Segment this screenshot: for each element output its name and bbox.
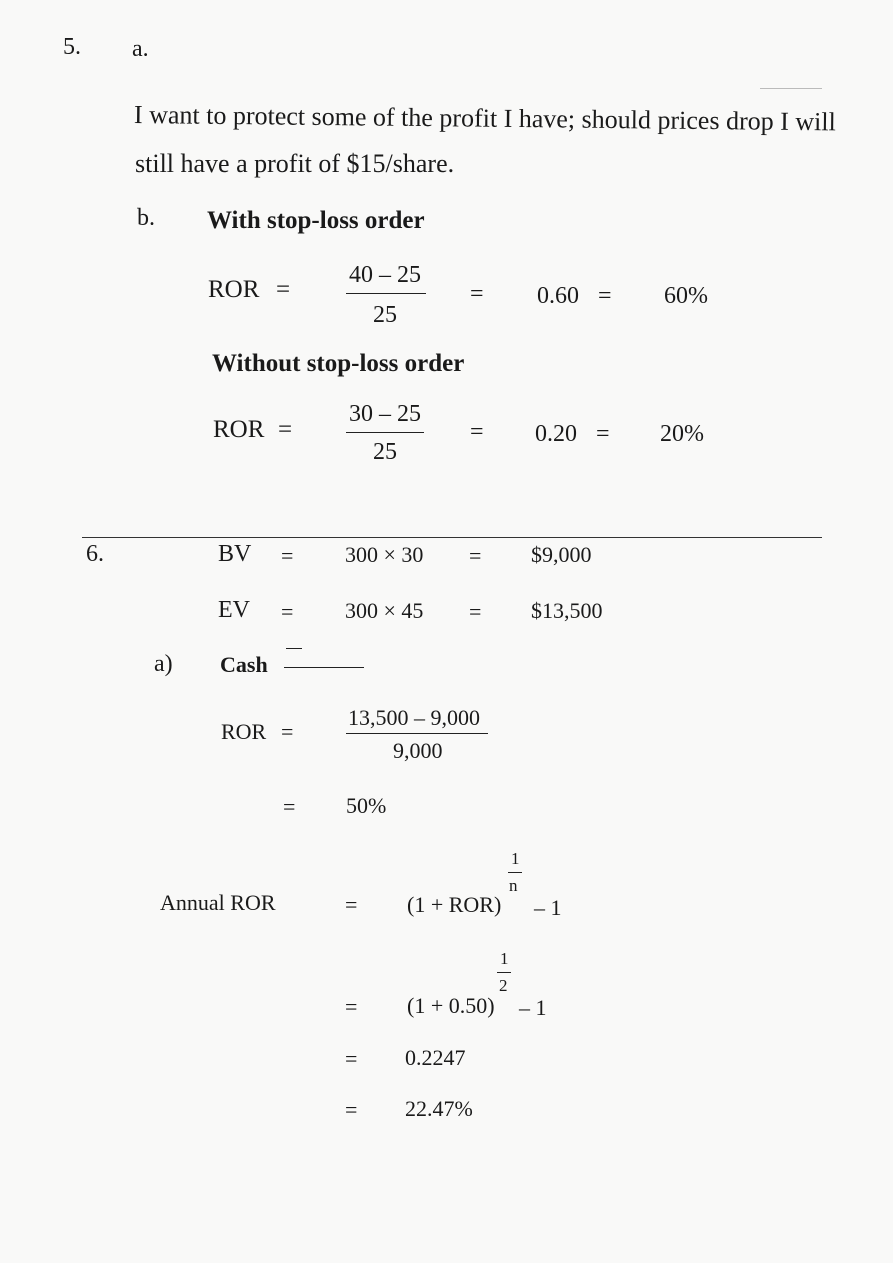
without-fraction-bar: [346, 432, 424, 433]
without-eq3: =: [596, 421, 610, 447]
q5a-text-line1: I want to protect some of the profit I have; should prices drop I will: [133, 100, 836, 137]
annual-percent: 22.47%: [405, 1096, 473, 1121]
without-eq1: =: [278, 416, 293, 443]
section-divider: [82, 537, 822, 538]
with-numerator: 40 – 25: [349, 262, 421, 288]
annual-eq3: =: [345, 1046, 358, 1071]
cash-eq1: =: [281, 719, 294, 744]
annual-exp-bar: [508, 872, 522, 873]
q5-number: 5.: [63, 34, 81, 60]
ev-label: EV: [218, 597, 250, 623]
ev-value: $13,500: [531, 598, 603, 623]
cash-ror-result: 50%: [346, 793, 387, 818]
cash-eq2: =: [283, 794, 296, 819]
with-fraction-bar: [346, 293, 426, 294]
cash-numerator: 13,500 – 9,000: [348, 705, 480, 730]
ev-eq1: =: [281, 599, 294, 624]
q6a-label: a): [154, 651, 173, 677]
with-stop-heading: With stop-loss order: [207, 207, 425, 234]
with-percent: 60%: [664, 283, 708, 309]
annual-exp-denominator: n: [509, 876, 518, 895]
annual-eq2: =: [345, 994, 358, 1019]
ev-expression: 300 × 45: [345, 598, 424, 623]
annual-eq1: =: [345, 892, 358, 917]
annual-sub-exp-bar: [497, 972, 511, 973]
with-decimal: 0.60: [537, 283, 579, 309]
with-denominator: 25: [373, 302, 397, 328]
bv-eq1: =: [281, 543, 294, 568]
q5b-label: b.: [137, 205, 155, 231]
q6-number: 6.: [86, 541, 104, 567]
cash-heading: Cash: [220, 652, 268, 677]
cash-fraction-bar: [346, 733, 488, 734]
bv-label: BV: [218, 541, 252, 567]
without-denominator: 25: [373, 439, 397, 465]
annual-decimal: 0.2247: [405, 1045, 466, 1070]
with-eq3: =: [598, 283, 612, 309]
annual-eq4: =: [345, 1097, 358, 1122]
q5a-label: a.: [132, 36, 149, 62]
annual-sub-exp-denominator: 2: [499, 976, 508, 995]
annual-ror-label: Annual ROR: [160, 890, 276, 915]
with-eq1: =: [276, 276, 291, 303]
stray-mark: [760, 88, 822, 89]
with-ror-label: ROR: [208, 276, 260, 303]
annual-exp-numerator: 1: [511, 849, 520, 868]
q5a-text-line2: still have a profit of $15/share.: [135, 149, 455, 178]
without-stop-heading: Without stop-loss order: [212, 350, 465, 377]
annual-sub-minus: – 1: [519, 995, 547, 1020]
cash-denominator: 9,000: [393, 738, 443, 763]
without-eq2: =: [470, 419, 484, 445]
annual-formula-minus: – 1: [534, 895, 562, 920]
without-decimal: 0.20: [535, 421, 577, 447]
without-numerator: 30 – 25: [349, 401, 421, 427]
annual-sub-base: (1 + 0.50): [407, 993, 495, 1018]
cash-underline: [284, 667, 364, 668]
bv-eq2: =: [469, 543, 482, 568]
cash-mark-short: [286, 648, 302, 649]
without-ror-label: ROR: [213, 416, 265, 443]
bv-expression: 300 × 30: [345, 542, 424, 567]
with-eq2: =: [470, 281, 484, 307]
annual-formula-base: (1 + ROR): [407, 892, 502, 917]
bv-value: $9,000: [531, 542, 592, 567]
ev-eq2: =: [469, 599, 482, 624]
annual-sub-exp-numerator: 1: [500, 949, 509, 968]
cash-ror-label: ROR: [221, 719, 267, 744]
without-percent: 20%: [660, 421, 704, 447]
